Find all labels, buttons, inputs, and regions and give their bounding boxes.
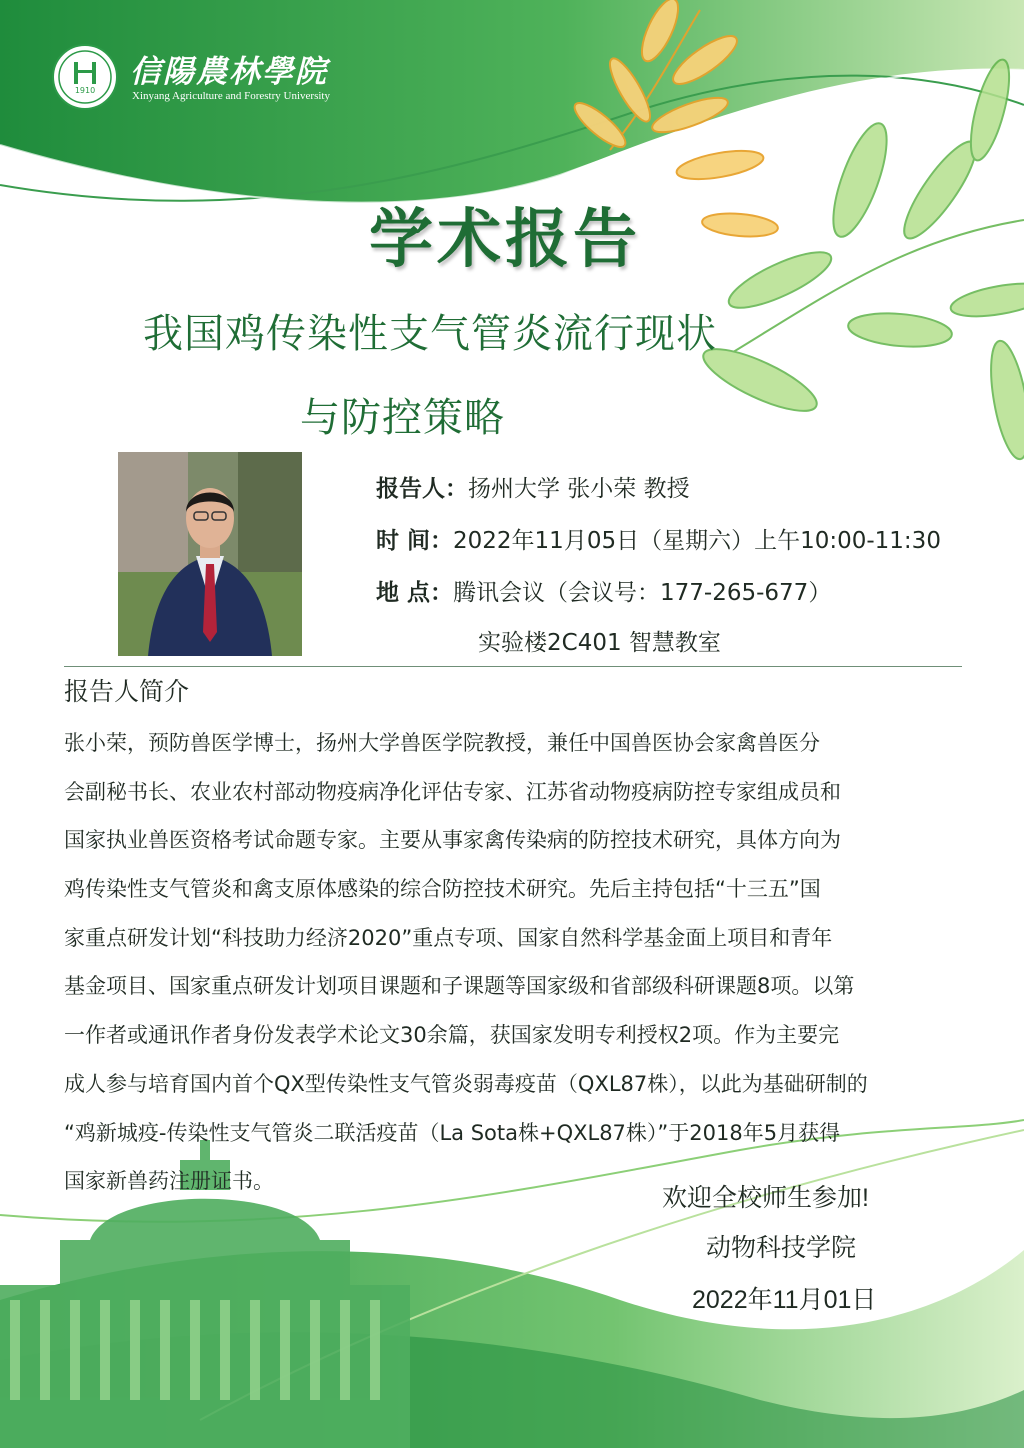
place-row: [376, 574, 831, 607]
bio-line: 基金项目、国家重点研发计划项目课题和子课题等国家级和省部级科研课题8项。以第: [64, 974, 855, 999]
speaker-row: [376, 470, 690, 503]
issue-date: 2022年11月01日: [692, 1286, 877, 1314]
bio-line: “鸡新城疫-传染性支气管炎二联活疫苗（La Sota株+QXL87株）”于2018年5月获得: [64, 1120, 841, 1145]
bio-line: 会副秘书长、农业农村部动物疫病净化评估专家、江苏省动物疫病防控专家组成员和: [64, 779, 841, 804]
place-value-2: 实验楼2C401 智慧教室: [478, 630, 721, 656]
bio-line: 一作者或通讯作者身份发表学术论文30余篇，获国家发明专利授权2项。作为主要完: [64, 1023, 840, 1048]
place-value: 腾讯会议（会议号：177-265-677）: [453, 580, 832, 606]
school-name-en: Xinyang Agriculture and Forestry University: [132, 90, 330, 102]
speaker-value: 扬州大学 张小荣 教授: [468, 476, 690, 502]
time-label: 时 间：: [376, 528, 454, 554]
place-row-2: [478, 624, 721, 657]
welcome-text: 欢迎全校师生参加!: [662, 1184, 869, 1212]
speaker-bio: [64, 719, 974, 1206]
bio-line: 成人参与培育国内首个QX型传染性支气管炎弱毒疫苗（QXL87株），以此为基础研制的: [64, 1071, 868, 1096]
place-label: 地 点：: [376, 580, 454, 606]
talk-title-line1: 我国鸡传染性支气管炎流行现状: [143, 311, 717, 357]
school-logo: [44, 40, 344, 110]
bio-line: 家重点研发计划“科技助力经济2020”重点专项、国家自然科学基金面上项目和青年: [64, 925, 833, 950]
school-seal-icon: [52, 44, 118, 110]
speaker-label: 报告人：: [376, 476, 468, 502]
seal-year: 1910: [74, 86, 96, 95]
poster-title: 学术报告: [369, 203, 641, 277]
time-value: 2022年11月05日（星期六）上午10:00-11:30: [453, 528, 941, 554]
school-name: 信陽農林學院: [130, 54, 328, 90]
bio-line: 张小荣，预防兽医学博士，扬州大学兽医学院教授，兼任中国兽医协会家禽兽医分: [64, 731, 820, 755]
speaker-photo: [118, 452, 302, 656]
organizer-name: 动物科技学院: [706, 1234, 857, 1262]
bio-line: 鸡传染性支气管炎和禽支原体感染的综合防控技术研究。先后主持包括“十三五”国: [64, 877, 821, 902]
section-divider: [64, 666, 962, 667]
intro-heading: 报告人简介: [64, 677, 190, 706]
talk-title-line2: 与防控策略: [300, 395, 505, 441]
bio-line: 国家执业兽医资格考试命题专家。主要从事家禽传染病的防控技术研究，具体方向为: [64, 828, 841, 853]
bio-line: 国家新兽药注册证书。: [64, 1169, 274, 1194]
time-row: [376, 522, 941, 555]
